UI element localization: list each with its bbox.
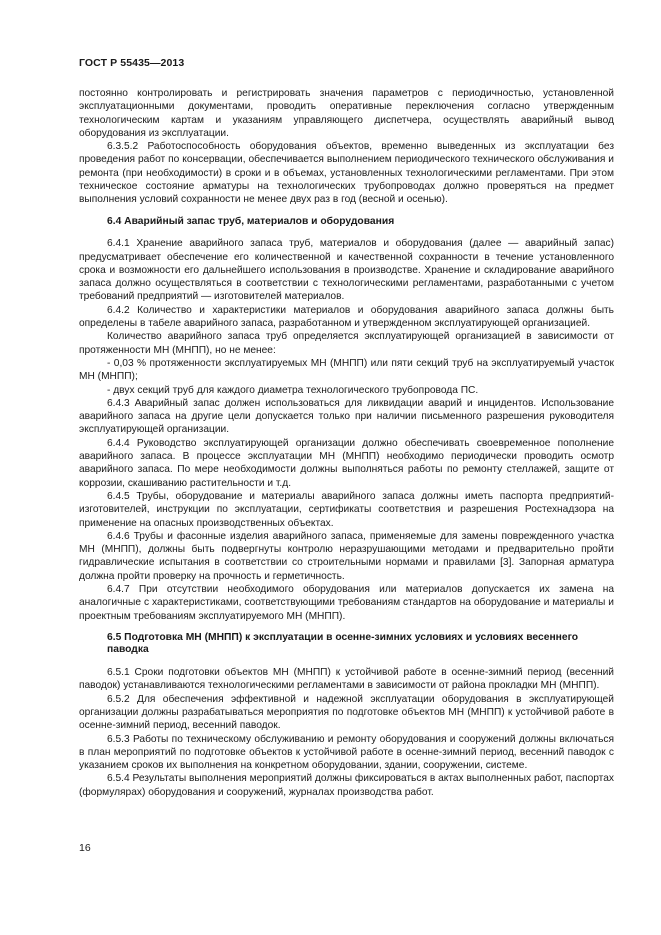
paragraph: 6.4.7 При отсутствии необходимого оборудования или материалов допускается их замена на аналогичные с характеристиками, соответствующими требованиям стандартов на оборудование и материалы и проектным требованиям эксплуатируемого МН (МНПП). (79, 583, 614, 622)
paragraph: 6.4.3 Аварийный запас должен использоваться для ликвидации аварий и инцидентов. Использование аварийного запаса на другие цели допускается только при наличии письменного разрешения руководителя эксплуатирующей организации. (79, 397, 614, 436)
paragraph: постоянно контролировать и регистрировать значения параметров с периодичностью, установленной эксплуатационными документами, проводить оперативные переключения согласно утвержденным технологическим картам и указаниям управляющего диспетчера, осуществлять аварийный вывод оборудования из эксплуатации. (79, 88, 614, 139)
document-body (79, 87, 614, 799)
paragraph: 6.5.1 Сроки подготовки объектов МН (МНПП) к устойчивой работе в осенне-зимний период (весенний паводок) устанавливаются технологическими регламентами в зависимости от района прокладки МН (МНПП). (79, 667, 614, 692)
document-header: ГОСТ Р 55435—2013 (79, 57, 185, 69)
paragraph: Количество аварийного запаса труб определяется эксплуатирующей организацией в зависимости от протяженности МН (МНПП), но не менее: (79, 331, 614, 356)
paragraph: 6.5.3 Работы по техническому обслуживанию и ремонту оборудования и сооружений должны включаться в план мероприятий по подготовке объектов к устойчивой работе в осенне-зимний период, весенний паводок с указанием сроков их выполнения на конкретном оборудовании, здании, сооружении, системе. (79, 733, 614, 772)
paragraph: 6.5.4 Результаты выполнения мероприятий должны фиксироваться в актах выполненных работ, паспортах (формулярах) оборудования и сооружений, журналах производства работ. (79, 773, 614, 798)
paragraph: 6.5.2 Для обеспечения эффективной и надежной эксплуатации оборудования в эксплуатирующей организации должны разрабатываться мероприятия по подготовке объектов МН (МНПП) к устойчивой работе в осенне-зимний период, весенний паводок. (79, 693, 614, 732)
page-number: 16 (79, 842, 91, 854)
paragraph: 6.4.1 Хранение аварийного запаса труб, материалов и оборудования (далее — аварийный запас) предусматривает обеспечение его количественной и качественной сохранности в течение установленного срока и возможности его дальнейшего использования в производстве. Хранение и складирование аварийного запаса должно осуществляться в соответствии с технологическими регламентами, разработанными с учетом требований предприятий — изготовителей материалов. (79, 238, 614, 303)
paragraph: 6.3.5.2 Работоспособность оборудования объектов, временно выведенных из эксплуатации без проведения работ по консервации, обеспечивается выполнением периодического технического обслуживания и ремонта (при необходимости) в сроки и в объемах, установленных технологическими регламентами. При этом техническое состояние арматуры на технологических трубопроводах должно проверяться на предмет выполнения условий сохранности не менее двух раз в год (весной и осенью). (79, 141, 614, 206)
paragraph: 6.4.6 Трубы и фасонные изделия аварийного запаса, применяемые для замены поврежденного участка МН (МНПП), должны быть подвергнуты контролю неразрушающими методами и предварительно пройти гидравлические испытания в соответствии со строительными нормами и правилами [3]. Запорная арматура должна пройти проверку на прочность и герметичность. (79, 530, 614, 582)
section-heading: 6.5 Подготовка МН (МНПП) к эксплуатации в осенне-зимних условиях и условиях весеннего паводка (107, 631, 579, 656)
paragraph: 6.4.4 Руководство эксплуатирующей организации должно обеспечивать своевременное пополнение аварийного запаса. В процессе эксплуатации МН (МНПП) необходимо периодически проводить осмотр аварийного запаса. По мере необходимости должны выполняться работы по ремонту стеллажей, защите от коррозии, скашиванию растительности и т.д. (79, 437, 614, 489)
list-item: - двух секций труб для каждого диаметра технологического трубопровода ПС. (107, 384, 479, 396)
paragraph: 6.4.5 Трубы, оборудование и материалы аварийного запаса должны иметь паспорта предприятий-изготовителей, инструкции по эксплуатации, сертификаты соответствия и разрешения Ростехнадзора на применение на опасных производственных объектах. (79, 490, 614, 529)
paragraph: 6.4.2 Количество и характеристики материалов и оборудования аварийного запаса должны быть определены в табеле аварийного запаса, разработанном и утвержденном эксплуатирующей организацией. (79, 304, 614, 330)
section-heading: 6.4 Аварийный запас труб, материалов и оборудования (107, 215, 395, 227)
list-item: - 0,03 % протяженности эксплуатируемых МН (МНПП) или пяти секций труб на эксплуатируемый участок МН (МНПП); (79, 357, 614, 383)
